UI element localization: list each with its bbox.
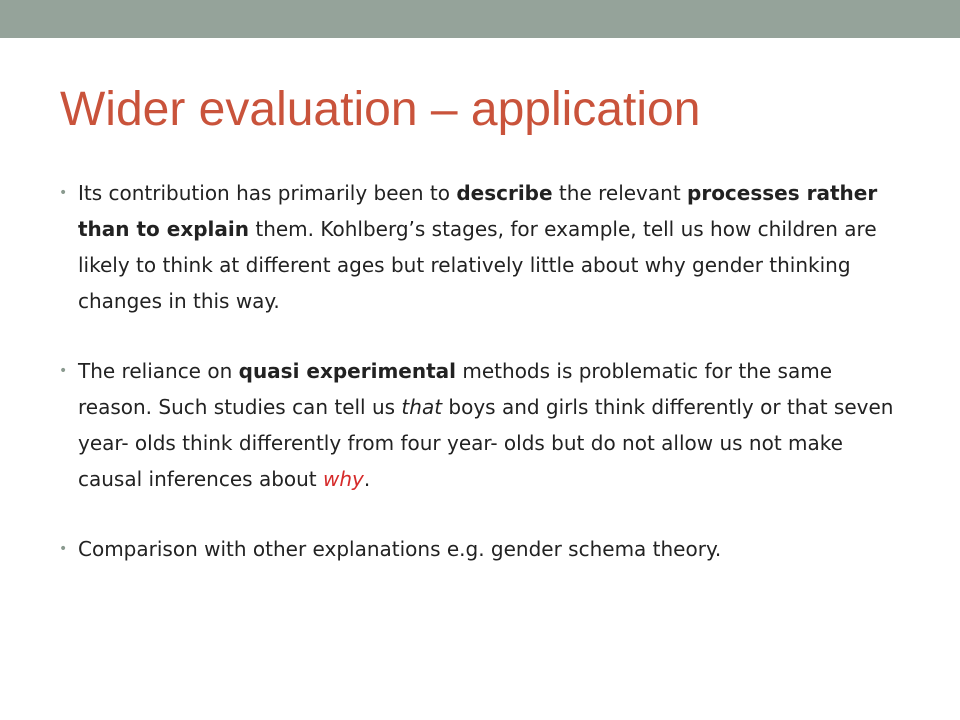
bullet-dot-icon: • <box>59 185 68 201</box>
text-segment: processes rather than to explain <box>78 181 878 241</box>
text-segment: Comparison with other explanations e.g. gender schema theory. <box>78 537 722 561</box>
bullet-dot-icon: • <box>59 541 68 557</box>
text-segment: quasi experimental <box>238 359 457 383</box>
text-segment: the relevant <box>552 181 688 205</box>
bullet-text <box>78 353 908 497</box>
text-segment: why <box>323 467 364 491</box>
bullet-list <box>58 175 908 601</box>
bullet-text <box>78 175 908 319</box>
text-segment: describe <box>456 181 553 205</box>
bullet-item <box>58 175 908 319</box>
bullet-item <box>58 531 908 567</box>
text-segment: . <box>363 467 371 491</box>
text-segment: The reliance on <box>78 359 239 383</box>
text-segment: boys and girls think differently or that seven year- olds think differently from four year- olds but do not allow us not make causal inferences about <box>78 395 894 491</box>
slide-title: Wider evaluation – application <box>60 83 701 136</box>
bullet-item <box>58 353 908 497</box>
top-accent-bar <box>0 0 960 38</box>
text-segment: methods is problematic for the same reason. Such studies can tell us <box>78 359 832 419</box>
bullet-dot-icon: • <box>59 363 68 379</box>
text-segment: Its contribution has primarily been to <box>78 181 457 205</box>
text-segment: them. Kohlberg’s stages, for example, tell us how children are likely to think at different ages but relatively little about why gender thinking changes in this way. <box>78 217 877 313</box>
bullet-text <box>78 531 908 567</box>
text-segment: that <box>401 395 443 419</box>
